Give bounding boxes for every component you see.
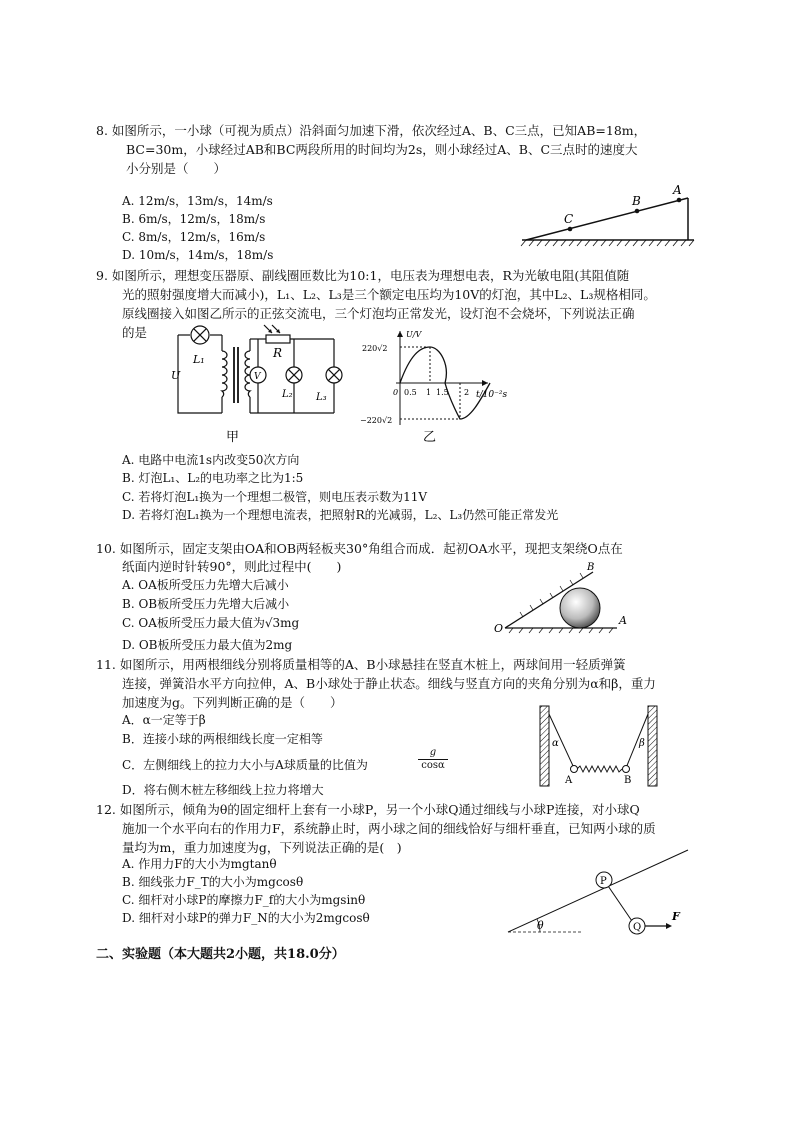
q11-fraction-denominator: cosα: [418, 759, 448, 772]
q11-label-b: B: [624, 775, 632, 786]
q11-label-beta: β: [639, 738, 645, 749]
q9-line-2: 光的照射强度增大而减小)，L₁、L₂、L₃是三个额定电压均为10V的灯泡，其中L₂、L₃规格相同。: [122, 287, 656, 302]
q8-option-b: B. 6m/s，12m/s，18m/s: [122, 212, 266, 226]
q10-label-b: B: [587, 562, 595, 573]
q9-line-1: 9. 如图所示，理想变压器原、副线圈匝数比为10:1，电压表为理想电表，R为光敏电阻(其阻值随: [96, 268, 630, 283]
q12-label-f: F: [672, 910, 680, 923]
q8-point-b: [635, 209, 640, 214]
q9-line-3: 原线圈接入如图乙所示的正弦交流电，三个灯泡均正常发光，设灯泡不会烧坏，下列说法正确: [122, 306, 635, 321]
q12-option-c: C. 细杆对小球P的摩擦力F_f的大小为mgsinθ: [122, 893, 366, 907]
q11-option-c: C．左侧细线上的拉力大小与A球质量的比值为: [122, 758, 368, 772]
q9-label-l3: L₃: [316, 392, 327, 403]
q9-graph-ymax: 220√2: [362, 344, 388, 353]
q11-label-alpha: α: [552, 738, 559, 749]
q9-graph-ymin: −220√2: [360, 416, 393, 425]
q8-label-b: B: [632, 194, 641, 208]
q11-line-2: 连接，弹簧沿水平方向拉伸，A、B小球处于静止状态。细线与竖直方向的夹角分别为α和β，重力: [122, 676, 656, 691]
q10-label-o: O: [494, 622, 504, 635]
q8-line-1: 8. 如图所示，一小球（可视为质点）沿斜面匀加速下滑，依次经过A、B、C三点，已知AB=18m，: [96, 123, 647, 138]
q8-label-c: C: [564, 212, 574, 226]
q9-option-b: B. 灯泡L₁、L₂的电功率之比为1:5: [122, 471, 304, 485]
q9-graph-tick-2: 2: [464, 388, 470, 397]
q9-graph-xlabel: t/10⁻²s: [476, 390, 508, 400]
q11-fraction: [418, 747, 448, 772]
q12-line-2: 施加一个水平向右的作用力F，系统静止时，两小球之间的细线恰好与细杆垂直，已知两小球的质: [122, 821, 656, 836]
section-heading-experiments: 二、实验题（本大题共2小题，共18.0分）: [96, 947, 345, 962]
q8-option-c: C. 8m/s，12m/s，16m/s: [122, 230, 266, 244]
q9-label-v: V: [254, 372, 261, 382]
q11-spring-figure: [538, 704, 662, 788]
q9-circuit-diagram: [168, 325, 348, 447]
q10-line-2: 纸面内逆时针转90°，则此过程中( ): [122, 559, 342, 574]
q8-point-a: [677, 198, 682, 203]
q12-option-d: D. 细杆对小球P的弹力F_N的大小为2mgcosθ: [122, 911, 370, 925]
q10-label-a: A: [619, 614, 627, 627]
q10-bracket-figure: [493, 560, 633, 640]
q9-voltage-graph: [360, 325, 520, 447]
q8-label-a: A: [673, 183, 682, 197]
q9-graph-tick-05: 0.5: [404, 388, 417, 397]
q12-option-b: B. 细线张力F_T的大小为mgcosθ: [122, 875, 304, 889]
q11-option-a: A．α一定等于β: [122, 713, 206, 727]
q9-option-a: A. 电路中电流1s内改变50次方向: [122, 453, 300, 467]
q9-line-4: 的是: [122, 325, 148, 340]
q9-caption-yi: 乙: [423, 430, 437, 445]
q9-label-u: U: [171, 369, 181, 382]
q9-caption-jia: 甲: [226, 430, 240, 445]
q12-rod-figure: [504, 846, 690, 938]
q9-option-c: C. 若将灯泡L₁换为一个理想二极管，则电压表示数为11V: [122, 490, 428, 504]
q10-option-c: C. OA板所受压力最大值为√3mg: [122, 616, 300, 630]
q9-graph-tick-15: 1.5: [436, 388, 449, 397]
q11-line-3: 加速度为g。下列判断正确的是（ ）: [122, 695, 343, 710]
q9-label-l1: L₁: [193, 353, 205, 366]
q9-graph-tick-0: 0: [393, 388, 399, 397]
q10-option-b: B. OB板所受压力先增大后减小: [122, 597, 290, 611]
q8-line-2: BC=30m，小球经过AB和BC两段所用的时间均为2s，则小球经过A、B、C三点时的速度大: [126, 142, 638, 157]
q11-label-a: A: [565, 775, 573, 786]
q11-option-d: D．将右侧木桩左移细线上拉力将增大: [122, 783, 324, 797]
q12-label-p: P: [600, 876, 607, 887]
q8-incline-figure: [516, 182, 716, 250]
q12-line-1: 12. 如图所示，倾角为θ的固定细杆上套有一小球P，另一个小球Q通过细线与小球P连接，对小球Q: [96, 802, 640, 817]
q11-fraction-numerator: g: [429, 747, 437, 758]
q12-line-3: 量均为m，重力加速度为g，下列说法正确的是( ): [122, 840, 402, 855]
q12-label-theta: θ: [537, 919, 544, 932]
q8-option-d: D. 10m/s，14m/s，18m/s: [122, 248, 274, 262]
q9-option-d: D. 若将灯泡L₁换为一个理想电流表，把照射R的光减弱，L₂、L₃仍然可能正常发光: [122, 508, 559, 522]
q9-label-r: R: [273, 346, 283, 360]
q9-label-l2: L₂: [282, 389, 293, 400]
q12-label-q: Q: [633, 922, 642, 933]
q10-option-a: A. OA板所受压力先增大后减小: [122, 578, 289, 592]
q8-line-3: 小分别是（ ）: [126, 161, 227, 176]
q8-point-c: [568, 227, 573, 232]
q9-graph-ylabel: U/V: [406, 330, 422, 339]
q11-line-1: 11. 如图所示，用两根细线分别将质量相等的A、B小球悬挂在竖直木桩上，两球间用一轻质弹簧: [96, 657, 626, 672]
q12-option-a: A. 作用力F的大小为mgtanθ: [122, 857, 277, 871]
q8-option-a: A. 12m/s，13m/s，14m/s: [122, 194, 273, 208]
q11-option-b: B．连接小球的两根细线长度一定相等: [122, 732, 323, 746]
q10-option-d: D. OB板所受压力最大值为2mg: [122, 638, 293, 652]
q9-graph-tick-1: 1: [426, 388, 432, 397]
q10-line-1: 10. 如图所示，固定支架由OA和OB两轻板夹30°角组合而成．起初OA水平，现把支架绕O点在: [96, 541, 623, 556]
